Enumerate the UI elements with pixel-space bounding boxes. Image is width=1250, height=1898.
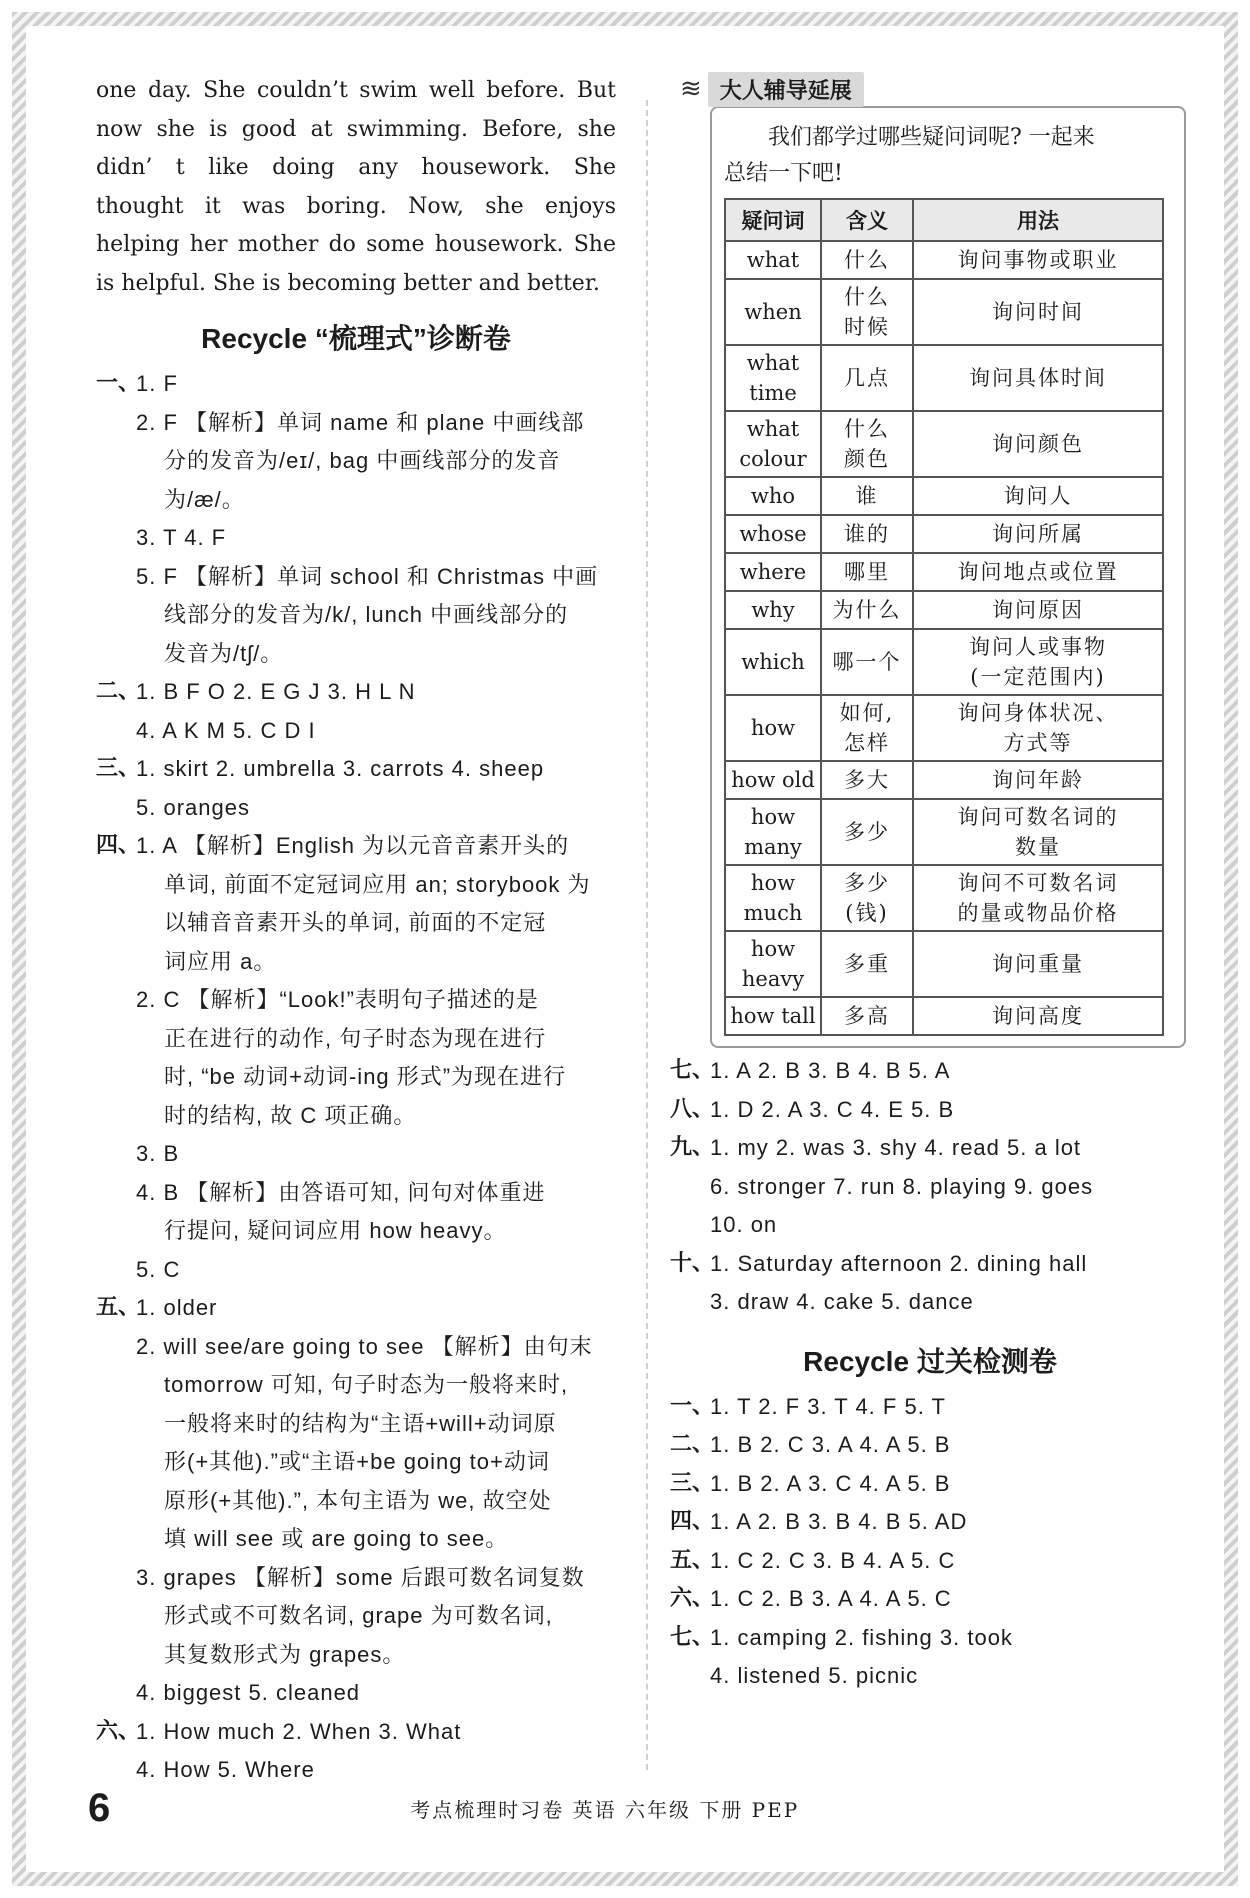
table-row (725, 591, 1163, 629)
page-number: 6 (88, 1785, 111, 1830)
answer-text: 1. A 2. B 3. B 4. B 5. AD (710, 1509, 968, 1534)
story-line: thought it was boring. Now, she enjoys (96, 193, 616, 219)
usage-cell: 询问事物或职业 (913, 241, 1163, 279)
usage-cell: 询问颜色 (913, 411, 1163, 477)
answer-line (670, 1426, 1190, 1465)
answer-line (96, 981, 616, 1020)
section-number: 五、 (96, 1295, 141, 1320)
table-header: 含义 (821, 199, 913, 241)
section-number: 七、 (670, 1058, 715, 1083)
usage-cell: 询问身体状况、 方式等 (913, 695, 1163, 761)
answer-explanation: 分的发音为/eɪ/, bag 中画线部分的发音 (164, 448, 561, 473)
answer-line (670, 1245, 1190, 1284)
answer-explanation: 线部分的发音为/k/, lunch 中画线部分的 (164, 602, 569, 627)
answer-text: 4. How 5. Where (136, 1757, 315, 1782)
table-row (725, 695, 1163, 761)
question-word-cell: who (725, 477, 821, 515)
answer-line (670, 1129, 1190, 1168)
meaning-cell: 什么 (821, 241, 913, 279)
question-word-cell: what colour (725, 411, 821, 477)
answer-text: 2. F 【解析】单词 name 和 plane 中画线部 (136, 409, 585, 435)
answer-text: 1. D 2. A 3. C 4. E 5. B (710, 1096, 955, 1122)
meaning-cell: 哪一个 (821, 629, 913, 695)
question-word-cell: how many (725, 799, 821, 865)
section-number (96, 519, 136, 558)
answer-line (96, 1366, 616, 1405)
footer-text: 考点梳理时习卷 英语 六年级 下册 PEP (410, 1797, 800, 1822)
answer-line (96, 673, 616, 712)
answer-text: 1. Saturday afternoon 2. dining hall (710, 1250, 1088, 1276)
section-number (96, 981, 136, 1020)
answer-text: 3. B (136, 1141, 180, 1166)
section-number (96, 1751, 136, 1790)
answer-text: 10. on (710, 1212, 778, 1237)
section-number (96, 866, 136, 905)
diagnostic-answers (96, 365, 616, 1790)
answer-text: 1. How much 2. When 3. What (136, 1718, 462, 1744)
answer-line (96, 1174, 616, 1213)
section-number (96, 1636, 136, 1675)
section-number: 三、 (96, 756, 141, 781)
section-number (96, 1559, 136, 1598)
table-row (725, 761, 1163, 799)
section-number: 四、 (96, 833, 141, 858)
section-number (96, 635, 136, 674)
table-row (725, 865, 1163, 931)
answer-line (96, 1520, 616, 1559)
answer-line (96, 365, 616, 404)
answer-line (670, 1206, 1190, 1245)
answer-text: 2. C 【解析】“Look!”表明句子描述的是 (136, 987, 539, 1012)
answer-explanation: 形(+其他).”或“主语+be going to+动词 (164, 1449, 550, 1474)
answer-explanation: 时的结构, 故 C 项正确。 (164, 1102, 417, 1128)
story-line: one day. She couldn’t swim well before. But (96, 78, 616, 103)
section-number (96, 1251, 136, 1290)
question-word-table (724, 198, 1164, 1036)
answer-line (96, 789, 616, 828)
diagnostic-answers-cont (670, 1052, 1190, 1322)
table-row (725, 931, 1163, 997)
right-column (670, 72, 1190, 1696)
section-number (96, 442, 136, 481)
meaning-cell: 为什么 (821, 591, 913, 629)
answer-text: 1. B F O 2. E G J 3. H L N (136, 679, 416, 704)
section-number: 一、 (96, 371, 141, 396)
answer-explanation: 以辅音音素开头的单词, 前面的不定冠 (164, 910, 547, 935)
table-header: 疑问词 (725, 199, 821, 241)
section-number: 七、 (670, 1624, 715, 1650)
answer-text: 1. camping 2. fishing 3. took (710, 1624, 1013, 1650)
answer-explanation: 发音为/tʃ/。 (164, 640, 284, 666)
section-number (96, 1020, 136, 1059)
answer-line (96, 904, 616, 943)
answer-line (96, 1636, 616, 1675)
table-row (725, 515, 1163, 553)
section-number (96, 558, 136, 597)
answer-text: 1. C 2. B 3. A 4. A 5. C (710, 1586, 952, 1611)
story-line: is helpful. She is becoming better and better. (96, 270, 600, 296)
usage-cell: 询问原因 (913, 591, 1163, 629)
answer-text: 4. A K M 5. C D I (136, 717, 316, 743)
answer-line (670, 1657, 1190, 1696)
answer-line (96, 1328, 616, 1367)
section-number: 五、 (670, 1547, 715, 1573)
page-footer (88, 1785, 1188, 1830)
section-number (96, 1212, 136, 1251)
section-number (96, 1366, 136, 1405)
question-word-cell: what time (725, 345, 821, 411)
table-row (725, 477, 1163, 515)
answer-line (96, 519, 616, 558)
answer-text: 1. C 2. C 3. B 4. A 5. C (710, 1547, 956, 1573)
tutor-intro-line: 我们都学过哪些疑问词呢? 一起来 (768, 125, 1095, 150)
answer-text: 1. A 【解析】English 为以元音音素开头的 (136, 833, 570, 858)
tutor-header (680, 72, 1190, 106)
table-row (725, 553, 1163, 591)
answer-line (96, 596, 616, 635)
meaning-cell: 几点 (821, 345, 913, 411)
answer-explanation: 正在进行的动作, 句子时态为现在进行 (164, 1025, 547, 1051)
answer-line (96, 1482, 616, 1521)
question-word-cell: how tall (725, 997, 821, 1035)
answer-text: 1. B 2. C 3. A 4. A 5. B (710, 1432, 951, 1457)
section-number (96, 1328, 136, 1367)
answer-line (670, 1052, 1190, 1091)
answer-text: 1. older (136, 1295, 218, 1320)
meaning-cell: 多少 (钱) (821, 865, 913, 931)
answer-line (96, 1674, 616, 1713)
usage-cell: 询问可数名词的 数量 (913, 799, 1163, 865)
section-number: 二、 (670, 1432, 715, 1457)
answer-text: 1. T 2. F 3. T 4. F 5. T (710, 1393, 946, 1419)
answer-explanation: 行提问, 疑问词应用 how heavy。 (164, 1218, 507, 1243)
section-number (96, 1405, 136, 1444)
table-header: 用法 (913, 199, 1163, 241)
table-row (725, 411, 1163, 477)
answer-line (670, 1580, 1190, 1619)
section-number: 四、 (670, 1509, 715, 1534)
table-row (725, 997, 1163, 1035)
section-number (96, 404, 136, 443)
section-number (96, 1058, 136, 1097)
section-number: 九、 (670, 1135, 715, 1160)
answer-line (96, 1597, 616, 1636)
table-row (725, 345, 1163, 411)
answer-text: 1. skirt 2. umbrella 3. carrots 4. sheep (136, 756, 545, 781)
answer-explanation: 原形(+其他).”, 本句主语为 we, 故空处 (164, 1487, 552, 1513)
answer-text: 3. grapes 【解析】some 后跟可数名词复数 (136, 1564, 585, 1590)
section-number: 六、 (96, 1718, 141, 1744)
meaning-cell: 如何, 怎样 (821, 695, 913, 761)
section-number (96, 789, 136, 828)
wave-lines-icon: ≋ (680, 74, 702, 104)
checkpoint-answers (670, 1388, 1190, 1696)
table-row (725, 799, 1163, 865)
section-number (96, 1520, 136, 1559)
answer-text: 1. A 2. B 3. B 4. B 5. A (710, 1058, 951, 1083)
section-number (96, 904, 136, 943)
meaning-cell: 多少 (821, 799, 913, 865)
answer-explanation: 单词, 前面不定冠词应用 an; storybook 为 (164, 871, 591, 897)
answer-explanation: 时, “be 动词+动词-ing 形式”为现在进行 (164, 1064, 567, 1089)
usage-cell: 询问所属 (913, 515, 1163, 553)
answer-line (670, 1465, 1190, 1504)
meaning-cell: 谁的 (821, 515, 913, 553)
answer-line (96, 712, 616, 751)
section-number (670, 1206, 710, 1245)
answer-line (670, 1503, 1190, 1542)
answer-text: 2. will see/are going to see 【解析】由句末 (136, 1333, 593, 1359)
answer-line (670, 1168, 1190, 1207)
diagnostic-test-title: Recycle “梳理式”诊断卷 (201, 323, 511, 354)
question-word-cell: how much (725, 865, 821, 931)
meaning-cell: 多高 (821, 997, 913, 1035)
question-word-cell: why (725, 591, 821, 629)
answer-text: 4. biggest 5. cleaned (136, 1680, 361, 1705)
question-word-cell: whose (725, 515, 821, 553)
answer-explanation: 形式或不可数名词, grape 为可数名词, (164, 1603, 553, 1628)
tutor-label: 大人辅导延展 (708, 72, 864, 107)
answer-line (96, 481, 616, 520)
tutor-intro-line: 总结一下吧! (724, 161, 843, 186)
section-number (96, 943, 136, 982)
answer-explanation: 填 will see 或 are going to see。 (164, 1526, 509, 1551)
answer-text: 3. draw 4. cake 5. dance (710, 1289, 974, 1314)
answer-text: 1. my 2. was 3. shy 4. read 5. a lot (710, 1135, 1082, 1160)
answer-explanation: 一般将来时的结构为“主语+will+动词原 (164, 1410, 557, 1436)
story-line: helping her mother do some housework. She (96, 232, 616, 257)
answer-text: 5. oranges (136, 794, 250, 820)
answer-line (670, 1091, 1190, 1130)
checkpoint-test-title: Recycle 过关检测卷 (803, 1345, 1057, 1377)
section-number (670, 1283, 710, 1322)
answer-text: 1. B 2. A 3. C 4. A 5. B (710, 1470, 951, 1496)
section-number (96, 1443, 136, 1482)
table-header-row (725, 199, 1163, 241)
usage-cell: 询问重量 (913, 931, 1163, 997)
answer-line (96, 1020, 616, 1059)
section-number (96, 1174, 136, 1213)
meaning-cell: 什么 时候 (821, 279, 913, 345)
question-word-cell: how old (725, 761, 821, 799)
answer-text: 1. F (136, 371, 178, 396)
meaning-cell: 谁 (821, 477, 913, 515)
answer-explanation: 词应用 a。 (164, 948, 277, 974)
answer-explanation: tomorrow 可知, 句子时态为一般将来时, (164, 1372, 569, 1397)
usage-cell: 询问不可数名词 的量或物品价格 (913, 865, 1163, 931)
meaning-cell: 多重 (821, 931, 913, 997)
section-number: 三、 (670, 1470, 715, 1496)
answer-line (96, 1289, 616, 1328)
answer-text: 4. listened 5. picnic (710, 1663, 919, 1688)
answer-line (96, 1751, 616, 1790)
answer-line (96, 943, 616, 982)
tutor-intro (724, 120, 1172, 192)
answer-line (96, 558, 616, 597)
question-word-cell: where (725, 553, 821, 591)
section-number: 六、 (670, 1586, 715, 1611)
table-row (725, 241, 1163, 279)
answer-line (670, 1542, 1190, 1581)
left-column (96, 72, 616, 1790)
table-row (725, 629, 1163, 695)
meaning-cell: 什么 颜色 (821, 411, 913, 477)
answer-line (96, 1212, 616, 1251)
section-number: 一、 (670, 1393, 715, 1419)
usage-cell: 询问人或事物 (一定范围内) (913, 629, 1163, 695)
section-number (96, 481, 136, 520)
answer-text: 5. F 【解析】单词 school 和 Christmas 中画 (136, 563, 599, 589)
question-word-cell: how (725, 695, 821, 761)
answer-line (96, 404, 616, 443)
question-word-cell: which (725, 629, 821, 695)
section-number (670, 1168, 710, 1207)
answer-line (96, 442, 616, 481)
story-line: didn’ t like doing any housework. She (96, 155, 616, 180)
answer-explanation: 为/æ/。 (164, 486, 245, 512)
usage-cell: 询问地点或位置 (913, 553, 1163, 591)
answer-text: 4. B 【解析】由答语可知, 问句对体重进 (136, 1179, 546, 1205)
answer-line (96, 827, 616, 866)
section-number: 二、 (96, 679, 141, 704)
answer-line (96, 1443, 616, 1482)
column-divider (646, 100, 648, 1770)
answer-explanation: 其复数形式为 grapes。 (164, 1641, 406, 1667)
section-number (96, 712, 136, 751)
answer-line (96, 635, 616, 674)
section-number: 八、 (670, 1096, 715, 1122)
answer-text: 5. C (136, 1256, 181, 1282)
answer-line (96, 866, 616, 905)
answer-line (670, 1283, 1190, 1322)
table-row (725, 279, 1163, 345)
tutor-box (710, 106, 1186, 1048)
question-word-cell: when (725, 279, 821, 345)
section-number (96, 1097, 136, 1136)
section-number (96, 1135, 136, 1174)
section-number (96, 1674, 136, 1713)
usage-cell: 询问具体时间 (913, 345, 1163, 411)
answer-line (96, 1097, 616, 1136)
meaning-cell: 多大 (821, 761, 913, 799)
section-number (96, 1597, 136, 1636)
answer-line (96, 750, 616, 789)
meaning-cell: 哪里 (821, 553, 913, 591)
story-paragraph (96, 72, 616, 303)
usage-cell: 询问年龄 (913, 761, 1163, 799)
section-number (96, 596, 136, 635)
answer-line (670, 1388, 1190, 1427)
answer-line (670, 1619, 1190, 1658)
usage-cell: 询问人 (913, 477, 1163, 515)
answer-line (96, 1713, 616, 1752)
section-number: 十、 (670, 1250, 715, 1276)
answer-line (96, 1135, 616, 1174)
answer-line (96, 1559, 616, 1598)
section-number (670, 1657, 710, 1696)
answer-text: 3. T 4. F (136, 525, 227, 550)
answer-line (96, 1251, 616, 1290)
question-word-cell: how heavy (725, 931, 821, 997)
usage-cell: 询问高度 (913, 997, 1163, 1035)
section-number (96, 1482, 136, 1521)
answer-line (96, 1058, 616, 1097)
question-word-cell: what (725, 241, 821, 279)
answer-line (96, 1405, 616, 1444)
answer-text: 6. stronger 7. run 8. playing 9. goes (710, 1173, 1094, 1199)
usage-cell: 询问时间 (913, 279, 1163, 345)
story-line: now she is good at swimming. Before, she (96, 116, 616, 142)
